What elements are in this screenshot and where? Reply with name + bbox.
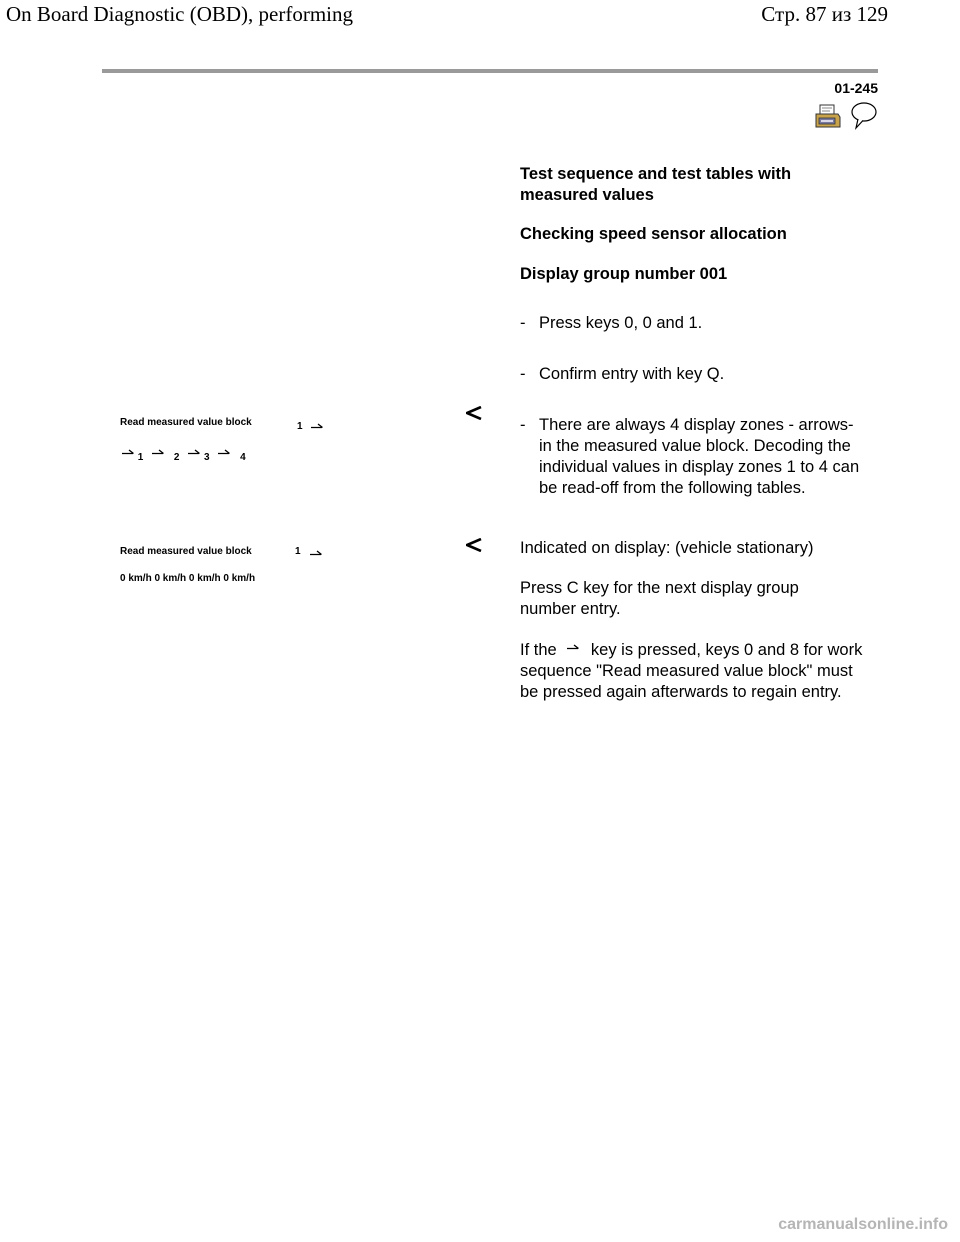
display-zones-row — [122, 448, 246, 463]
step-dash: - — [520, 365, 526, 383]
step-press-keys — [520, 313, 880, 334]
display-label: Read measured value block — [120, 417, 252, 428]
display-values: 0 km/h 0 km/h 0 km/h 0 km/h — [120, 573, 256, 584]
step-display-zones — [520, 415, 865, 499]
section-heading: Test sequence and test tables with measured values — [520, 165, 792, 204]
right-arrow-icon — [122, 449, 135, 457]
if-key-pressed-note — [520, 640, 865, 703]
step-dash: - — [520, 314, 526, 332]
display-zone-number: 3 — [204, 452, 210, 463]
display-group-number: 1 — [295, 546, 301, 557]
right-arrow-icon — [218, 449, 231, 457]
header-divider — [102, 69, 878, 73]
right-arrow-icon — [567, 644, 580, 652]
display-zone-number: 4 — [240, 452, 246, 463]
left-pointer-icon — [466, 538, 482, 552]
press-c-note: Press C key for the next display group number entry. — [520, 579, 799, 618]
step-text: There are always 4 display zones - arrows- in the measured value block. Decoding the individual values in display zones 1 to 4 can be read-off from the following tables. — [539, 416, 860, 497]
left-pointer-icon — [466, 406, 482, 420]
indicated-on-display: Indicated on display: (vehicle stationary) — [520, 539, 814, 557]
display-zone-number: 1 — [137, 452, 144, 463]
printer-icon[interactable] — [814, 104, 842, 130]
display-group-number: 1 — [297, 421, 303, 432]
right-arrow-icon — [188, 449, 201, 457]
display-label: Read measured value block — [120, 546, 252, 557]
step-text: Confirm entry with key Q. — [539, 365, 725, 383]
display-group-heading: Display group number 001 — [520, 265, 728, 283]
display-zone-number: 2 — [173, 452, 180, 463]
step-text: Press keys 0, 0 and 1. — [539, 314, 703, 332]
document-title: On Board Diagnostic (OBD), performing — [6, 2, 354, 26]
note-suffix: key is pressed, keys 0 and 8 for work sequence "Read measured value block" must be pressed again afterwards to regain entry. — [520, 641, 863, 701]
note-prefix: If the — [520, 641, 557, 659]
page-counter: Стр. 87 из 129 — [761, 2, 888, 26]
right-arrow-icon — [311, 418, 324, 436]
right-arrow-icon — [310, 545, 323, 563]
watermark: carmanualsonline.info — [778, 1216, 948, 1233]
step-confirm-entry — [520, 364, 880, 385]
step-dash: - — [520, 416, 526, 434]
subsection-heading: Checking speed sensor allocation — [520, 225, 787, 243]
right-arrow-icon — [152, 449, 165, 457]
page-code: 01-245 — [834, 80, 878, 96]
speech-bubble-icon[interactable] — [848, 100, 878, 130]
